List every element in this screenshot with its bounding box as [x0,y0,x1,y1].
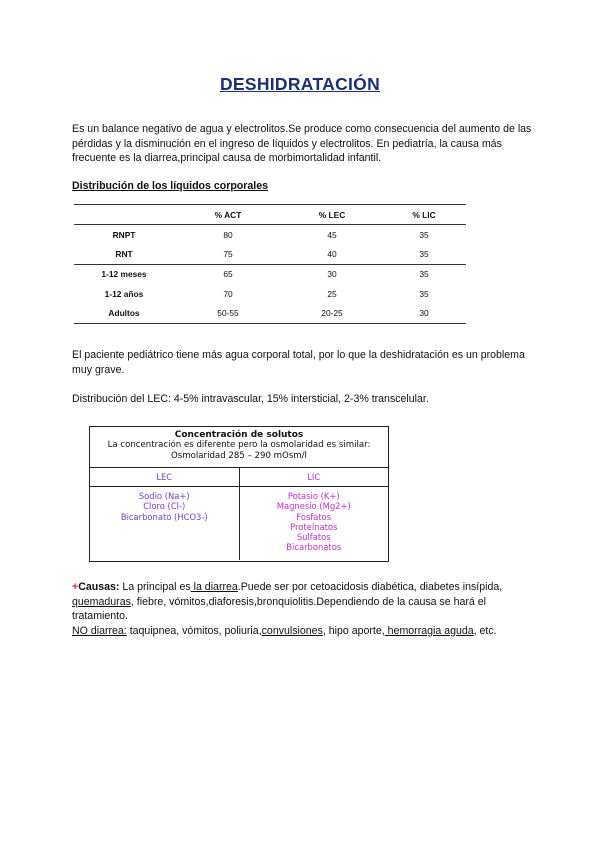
causes-label: Causas: [78,581,120,593]
table-cell: 65 [174,264,282,284]
distribution-heading: Distribución de los líquidos corporales [72,180,269,192]
table-header-cell [74,205,174,225]
table-row [74,264,466,284]
list-item: Bicarbonato (HCO3-) [120,511,208,522]
list-item: Sodio (Na+) [138,491,190,501]
table-row [74,244,466,264]
table-header-cell: % ACT [174,205,282,225]
table-header-cell: % LEC [282,205,382,225]
page-title: DESHIDRATACIÓN [219,74,381,94]
hemorragia-text: hemorragia aguda, [384,624,477,637]
table-cell: 20-25 [282,304,382,324]
table-header-row [74,205,466,225]
causes-text: etc. [476,624,497,637]
solute-box-line1: La concentración es diferente pero la osmolaridad es similar: [107,440,371,451]
causes-text: .Puede ser por cetoacidosis diabética, diabetes insípida, [237,581,503,593]
diarrea-link: la diarrea [190,581,238,593]
table-row [74,304,466,324]
table-cell: 25 [327,288,337,299]
table-cell: 35 [382,264,466,284]
quemaduras-text: quemaduras [72,595,131,608]
table-cell: 1-12 años [104,288,144,299]
table-cell: 80 [223,229,233,240]
list-item: Potasio (K+) [287,491,340,501]
causes-text: La principal es [119,581,191,593]
causes-paragraph [72,580,532,638]
table-row [74,284,466,304]
list-item: Sulfatos [296,532,331,543]
list-item: Bicarbonatos [286,542,342,553]
intro-paragraph: Es un balance negativo de agua y electrolitos.Se produce como consecuencia del aumento de las pérdidas y la disminución en el ingreso de líquidos y electrolitos. En pediatría, la causa más frecuente es la diarrea,principal causa de morbimortalidad infantil. [72,123,532,165]
solute-concentration-box [89,426,389,562]
plus-marker: + [72,581,79,593]
table-cell: 1-12 meses [74,264,174,284]
causes-text: , hipo aporte, [322,624,385,637]
list-item: Proteínatos [290,521,338,532]
lic-column [240,468,389,560]
causes-text: , fiebre, vómitos,diaforesis,bronquiolitis.Dependiendo de la causa se hará el tratamiento. [72,595,487,623]
fluid-distribution-table [74,204,466,324]
lec-distribution: Distribución del LEC: 4-5% intravascular, 15% intersticial, 2-3% transcelular. [72,393,429,405]
table-cell: 35 [419,288,429,299]
table-cell: 40 [327,248,337,259]
table-cell: 50-55 [174,304,282,324]
table-header-cell: % LIC [382,205,466,225]
solute-box-header [90,427,388,468]
table-cell: 30 [382,304,466,324]
table-cell: 75 [223,248,233,259]
lec-column [90,468,240,560]
table-row [74,225,466,245]
table-cell: RNPT [112,229,136,240]
causes-text: taquipnea, vómitos, poliuria, [126,624,262,637]
lic-column-header: LIC [240,468,389,487]
lec-column-header: LEC [90,468,239,487]
pediatric-note: El paciente pediátrico tiene más agua corporal total, por lo que la deshidratación es un problema muy grave. [72,349,525,376]
solute-box-line2: Osmolaridad 285 – 290 mOsm/l [171,450,307,461]
solute-box-title: Concentración de solutos [174,430,304,440]
table-cell: 35 [419,229,429,240]
no-diarrea-label: NO diarrea: [72,624,127,637]
convulsiones-text: convulsiones [261,624,323,637]
table-cell: 45 [327,229,337,240]
table-cell: 30 [282,264,382,284]
list-item: Magnesio (Mg2+) [276,501,351,512]
table-cell: 35 [419,248,429,259]
table-cell: RNT [115,248,133,259]
list-item: Cloro (Cl-) [143,501,186,512]
table-cell: Adultos [74,304,174,324]
list-item: Fosfatos [296,511,332,522]
table-cell: 70 [223,288,233,299]
